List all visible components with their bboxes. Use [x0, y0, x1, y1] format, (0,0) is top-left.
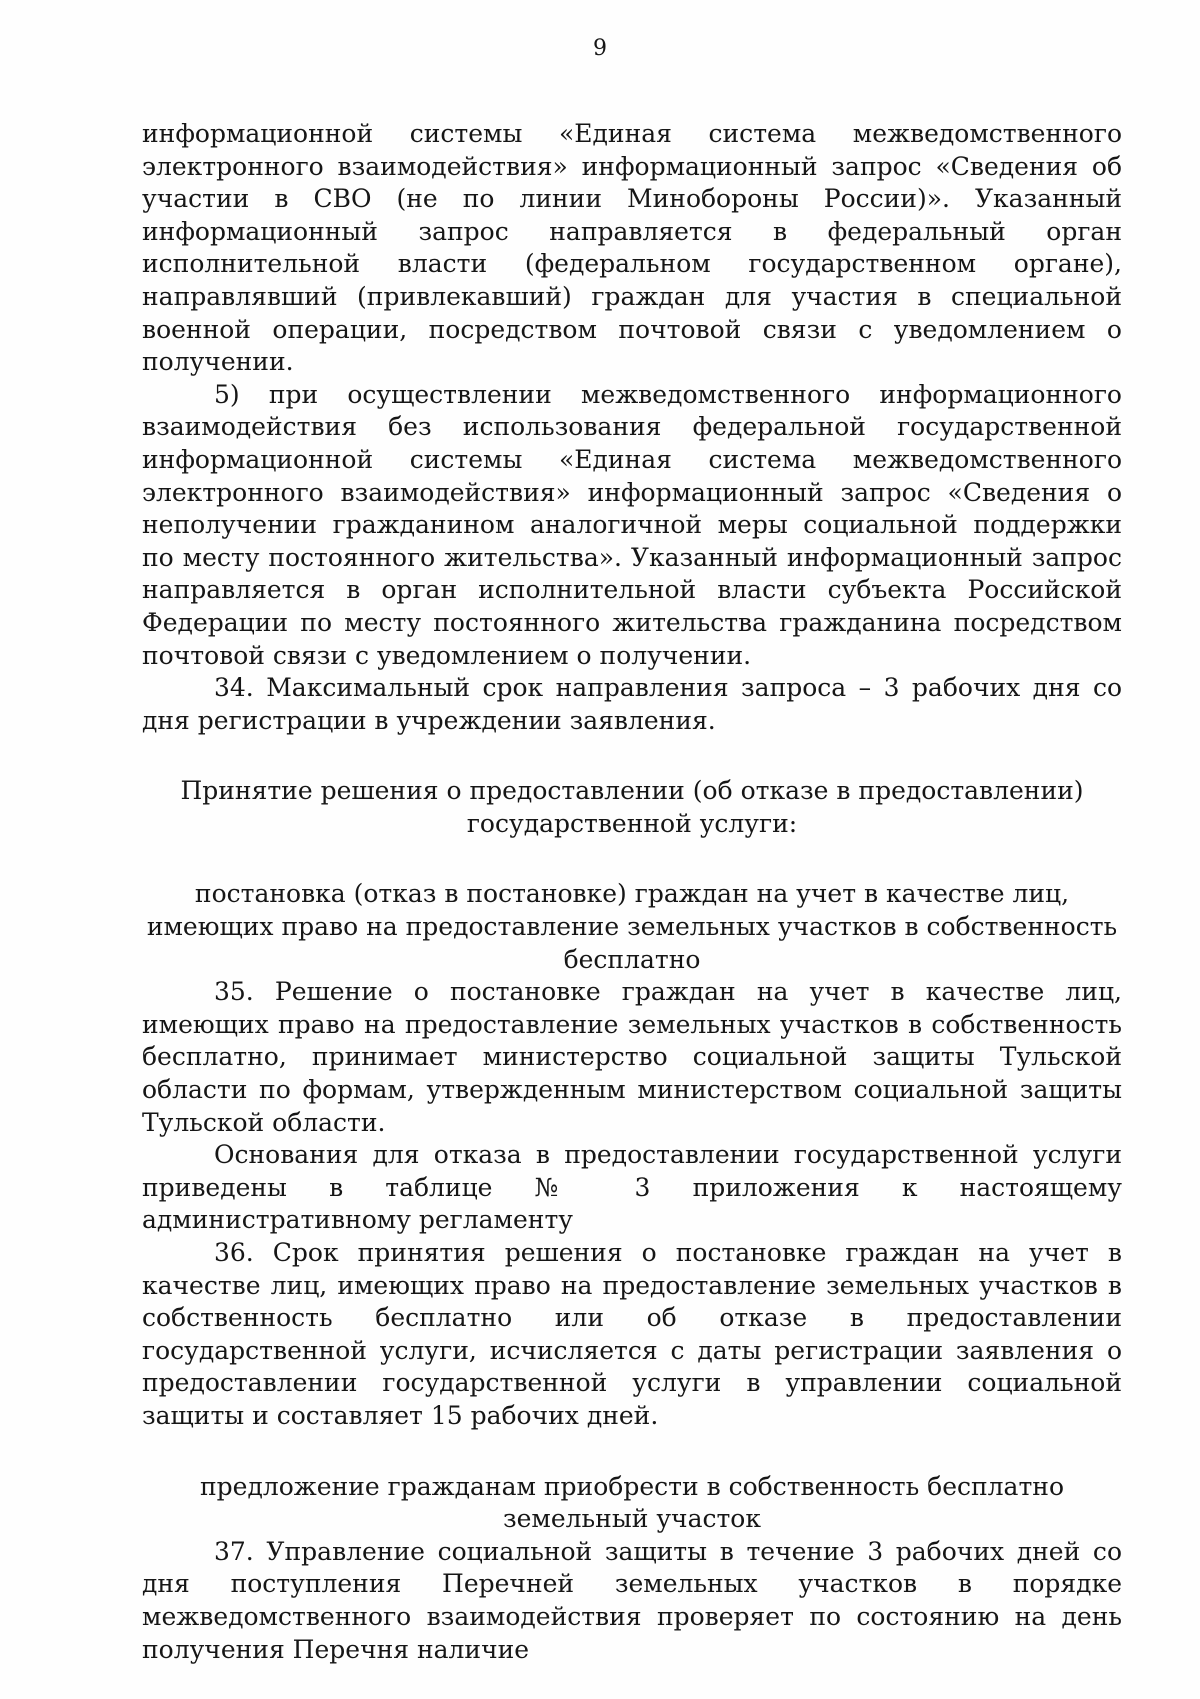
- paragraph-item-5: 5) при осуществлении межведомственного информационного взаимодействия без использования федеральной государственной информационной системы «Единая система межведомственного электронного взаимодействия» информационный запрос «Сведения о неполучении гражданином аналогичной меры социальной поддержки по месту постоянного жительства». Указанный информационный запрос направляется в орган исполнительной власти субъекта Российской Федерации по месту постоянного жительства гражданина посредством почтовой связи с уведомлением о получении.: [142, 379, 1122, 670]
- heading-line: земельный участок: [503, 1504, 761, 1534]
- paragraph-refusal-grounds: Основания для отказа в предоставлении государственной услуги приведены в таблице № 3 приложения к настоящему административному регламенту: [142, 1140, 1122, 1235]
- subsection-heading-offer: [142, 1471, 1122, 1536]
- spacer: [142, 840, 1122, 878]
- heading-line: Принятие решения о предоставлении (об отказе в предоставлении): [180, 776, 1084, 806]
- paragraph-36: 36. Срок принятия решения о постановке граждан на учет в качестве лиц, имеющих право на предоставление земельных участков в собственность бесплатно или об отказе в предоставлении государственной услуги, исчисляется с даты регистрации заявления о предоставлении государственной услуги в управлении социальной защиты и составляет 15 рабочих дней.: [142, 1238, 1122, 1430]
- paragraph-34: 34. Максимальный срок направления запроса – 3 рабочих дня со дня регистрации в учреждении заявления.: [142, 673, 1122, 735]
- heading-line: имеющих право на предоставление земельных участков в собственность: [146, 912, 1118, 942]
- document-body: [142, 118, 1122, 1666]
- section-heading-decision: [142, 775, 1122, 840]
- paragraph-37: 37. Управление социальной защиты в течение 3 рабочих дней со дня поступления Перечней земельных участков в порядке межведомственного взаимодействия проверяет по состоянию на день получения Перечня наличие: [142, 1536, 1122, 1664]
- paragraph-continuation: информационной системы «Единая система межведомственного электронного взаимодействия» информационный запрос «Сведения об участии в СВО (не по линии Минобороны России)». Указанный информационный запрос направляется в федеральный орган исполнительной власти (федеральном государственном органе), направлявший (привлекавший) граждан для участия в специальной военной операции, посредством почтовой связи с уведомлением о получении.: [142, 119, 1122, 377]
- heading-line: бесплатно: [563, 944, 701, 974]
- spacer: [142, 1433, 1122, 1471]
- heading-line: предложение гражданам приобрести в собственность бесплатно: [199, 1471, 1064, 1501]
- page-number: 9: [593, 36, 607, 61]
- subsection-heading-registration: [142, 878, 1122, 976]
- heading-line: постановка (отказ в постановке) граждан на учет в качестве лиц,: [194, 879, 1070, 909]
- heading-line: государственной услуги:: [466, 808, 798, 838]
- paragraph-35: 35. Решение о постановке граждан на учет в качестве лиц, имеющих право на предоставление земельных участков в собственность бесплатно, принимает министерство социальной защиты Тульской области по формам, утвержденным министерством социальной защиты Тульской области.: [142, 977, 1122, 1137]
- spacer: [142, 737, 1122, 775]
